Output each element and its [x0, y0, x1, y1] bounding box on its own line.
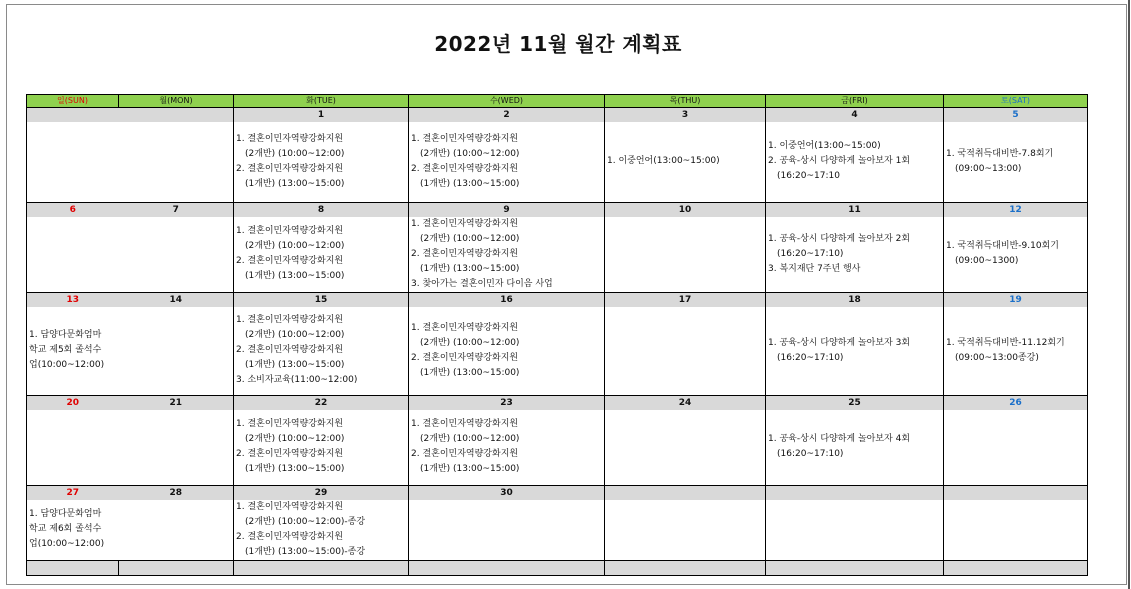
date-number-fri [766, 485, 944, 500]
event-line: 학교 제5회 졸석수 [29, 345, 102, 356]
event-line: 1. 결혼이민자역량강화지원 [411, 218, 519, 229]
event-line: 1. 결혼이민자역량강화지원 [236, 226, 344, 236]
date-number-mon [119, 108, 234, 123]
event-line: 2. 결혼이민자역량강화지원 [411, 248, 519, 259]
event-line: 1. 이중언어(13:00~15:00) [768, 141, 881, 152]
date-number-tue: 1 [234, 108, 409, 123]
weekday-header-row [27, 95, 1088, 108]
event-line: 2. 결혼이민자역량강화지원 [236, 345, 344, 356]
date-number-sat [944, 485, 1088, 500]
event-line: (16:20~17:10 [777, 171, 840, 182]
event-line: 1. 결혼이민자역량강화지원 [236, 501, 344, 512]
footer-cell [605, 560, 766, 575]
event-line: (1개반) (13:00~15:00) [245, 360, 345, 371]
event-line: 3. 찾아가는 결혼이민자 다이음 사업 [411, 278, 553, 289]
footer-cell [27, 560, 119, 575]
footer-row [27, 560, 1088, 575]
event-line: 1. 공육-상시 다양하게 놀아보자 3회 [768, 337, 911, 348]
event-line: 1. 공육-상시 다양하게 놀아보자 2회 [768, 233, 911, 244]
event-cell-mon [119, 217, 234, 293]
event-cell-sat [944, 217, 1088, 293]
events-row [27, 307, 1088, 396]
event-line: 1. 결혼이민자역량강화지원 [236, 315, 344, 326]
date-number-wed: 23 [409, 396, 605, 411]
event-cell-mon [119, 410, 234, 485]
date-number-thu: 24 [605, 396, 766, 411]
date-number-sat: 5 [944, 108, 1088, 123]
event-line: (2개반) (10:00~12:00) [420, 148, 520, 159]
weekday-sat: 토(SAT) [944, 95, 1088, 108]
event-cell-tue [234, 410, 409, 485]
event-line: 1. 결혼이민자역량강화지원 [411, 419, 519, 430]
event-cell-fri [766, 500, 944, 561]
calendar-body [27, 95, 1088, 576]
date-number-wed: 2 [409, 108, 605, 123]
event-cell-fri [766, 410, 944, 485]
event-cell-wed [409, 410, 605, 485]
event-line: (16:20~17:10) [777, 449, 844, 460]
event-line: (2개반) (10:00~12:00) [245, 148, 345, 159]
event-line: (1개반) (13:00~15:00) [420, 464, 520, 475]
footer-cell [234, 560, 409, 575]
event-cell-thu [605, 500, 766, 561]
event-line: (1개반) (13:00~15:00)-종강 [245, 546, 366, 557]
event-line: (2개반) (10:00~12:00) [245, 241, 345, 251]
event-line: 1. 결혼이민자역량강화지원 [411, 322, 519, 333]
date-number-sun: 13 [27, 292, 119, 307]
footer-cell [119, 560, 234, 575]
weekday-mon: 월(MON) [119, 95, 234, 108]
event-cell-sat [944, 500, 1088, 561]
event-line: (1개반) (13:00~15:00) [245, 178, 345, 189]
event-cell-tue [234, 122, 409, 202]
event-line: 1. 담양다문화엄마 [29, 330, 102, 341]
date-number-sun: 27 [27, 485, 119, 500]
event-line: 2. 결혼이민자역량강화지원 [236, 531, 344, 542]
event-cell-mon [119, 307, 234, 396]
event-line: 2. 공육-상시 다양하게 놀아보자 1회 [768, 156, 911, 167]
date-number-fri: 18 [766, 292, 944, 307]
event-cell-tue [234, 307, 409, 396]
footer-cell [944, 560, 1088, 575]
events-row [27, 410, 1088, 485]
event-line: (1개반) (13:00~15:00) [420, 178, 520, 189]
event-cell-fri [766, 307, 944, 396]
event-line: 2. 결혼이민자역량강화지원 [236, 256, 344, 266]
event-line: 1. 담양다문화엄마 [29, 509, 102, 519]
date-number-sun [27, 108, 119, 123]
event-cell-wed [409, 307, 605, 396]
events-row [27, 500, 1088, 561]
date-number-thu: 10 [605, 202, 766, 217]
event-line: (1개반) (13:00~15:00) [420, 263, 520, 274]
event-cell-wed [409, 500, 605, 561]
date-number-tue: 8 [234, 202, 409, 217]
event-cell-sun [27, 410, 119, 485]
date-row [27, 292, 1088, 307]
event-line: (2개반) (10:00~12:00) [420, 337, 520, 348]
event-line: 2. 결혼이민자역량강화지원 [411, 163, 519, 174]
event-line: 업(10:00~12:00) [29, 360, 105, 371]
date-number-wed: 9 [409, 202, 605, 217]
event-cell-mon [119, 122, 234, 202]
weekday-fri: 금(FRI) [766, 95, 944, 108]
date-row [27, 485, 1088, 500]
event-line: 3. 복지재단 7주년 행사 [768, 263, 861, 274]
event-line: 1. 국적취득대비반-11.12회기 [946, 337, 1065, 348]
date-number-fri: 4 [766, 108, 944, 123]
event-line: 1. 국적취득대비반-7.8회기 [946, 148, 1054, 159]
event-cell-thu [605, 307, 766, 396]
event-line: 1. 이중언어(13:00~15:00) [607, 156, 720, 167]
event-cell-sun [27, 500, 119, 561]
event-cell-fri [766, 122, 944, 202]
date-number-fri: 11 [766, 202, 944, 217]
event-cell-sat [944, 122, 1088, 202]
weekday-thu: 목(THU) [605, 95, 766, 108]
event-line: 1. 공육-상시 다양하게 놀아보자 4회 [768, 434, 911, 445]
date-row [27, 108, 1088, 123]
date-number-sat: 19 [944, 292, 1088, 307]
event-cell-wed [409, 122, 605, 202]
event-line: (2개반) (10:00~12:00) [420, 434, 520, 445]
event-line: (2개반) (10:00~12:00) [420, 233, 520, 244]
date-number-wed: 16 [409, 292, 605, 307]
date-number-tue: 15 [234, 292, 409, 307]
page-title: 2022년 11월 월간 계획표 [434, 32, 682, 56]
footer-cell [409, 560, 605, 575]
footer-cell [766, 560, 944, 575]
weekday-sun: 일(SUN) [27, 95, 119, 108]
date-number-sun: 20 [27, 396, 119, 411]
events-row [27, 217, 1088, 293]
date-number-thu: 17 [605, 292, 766, 307]
date-number-sun: 6 [27, 202, 119, 217]
event-cell-fri [766, 217, 944, 293]
event-cell-wed [409, 217, 605, 293]
event-line: 1. 국적취득대비반-9.10회기 [946, 241, 1059, 251]
date-number-mon: 28 [119, 485, 234, 500]
event-cell-sun [27, 122, 119, 202]
date-number-fri: 25 [766, 396, 944, 411]
date-number-tue: 22 [234, 396, 409, 411]
date-number-mon: 14 [119, 292, 234, 307]
date-number-thu [605, 485, 766, 500]
event-cell-mon [119, 500, 234, 561]
event-line: 1. 결혼이민자역량강화지원 [236, 419, 344, 430]
date-number-mon: 7 [119, 202, 234, 217]
event-cell-thu [605, 122, 766, 202]
event-cell-thu [605, 410, 766, 485]
event-line: (16:20~17:10) [777, 352, 844, 363]
event-cell-sun [27, 307, 119, 396]
event-line: 3. 소비자교육(11:00~12:00) [236, 375, 358, 386]
event-cell-tue [234, 217, 409, 293]
event-line: 학교 제6회 졸석수 [29, 524, 102, 534]
date-row [27, 396, 1088, 411]
window-edge [1128, 0, 1130, 589]
date-row [27, 202, 1088, 217]
event-line: (1개반) (13:00~15:00) [245, 464, 345, 475]
event-cell-sun [27, 217, 119, 293]
events-row [27, 122, 1088, 202]
event-line: (09:00~13:00) [955, 163, 1022, 174]
date-number-tue: 29 [234, 485, 409, 500]
calendar-table [26, 94, 1088, 576]
event-line: 1. 결혼이민자역량강화지원 [236, 133, 344, 144]
date-number-mon: 21 [119, 396, 234, 411]
event-cell-sat [944, 410, 1088, 485]
event-line: 2. 결혼이민자역량강화지원 [236, 449, 344, 460]
event-line: 2. 결혼이민자역량강화지원 [236, 163, 344, 174]
event-line: (09:00~1300) [955, 256, 1019, 266]
event-line: (2개반) (10:00~12:00) [245, 330, 345, 341]
date-number-sat: 12 [944, 202, 1088, 217]
event-line: (1개반) (13:00~15:00) [420, 367, 520, 378]
event-line: 2. 결혼이민자역량강화지원 [411, 352, 519, 363]
weekday-tue: 화(TUE) [234, 95, 409, 108]
event-line: (2개반) (10:00~12:00) [245, 434, 345, 445]
event-line: (2개반) (10:00~12:00)-종강 [245, 516, 366, 527]
event-cell-tue [234, 500, 409, 561]
date-number-wed: 30 [409, 485, 605, 500]
date-number-thu: 3 [605, 108, 766, 123]
event-line: (16:20~17:10) [777, 248, 844, 259]
event-line: (1개반) (13:00~15:00) [245, 271, 345, 281]
date-number-sat: 26 [944, 396, 1088, 411]
event-line: 업(10:00~12:00) [29, 539, 105, 549]
event-cell-thu [605, 217, 766, 293]
event-line: (09:00~13:00종강) [955, 352, 1039, 363]
weekday-wed: 수(WED) [409, 95, 605, 108]
event-line: 2. 결혼이민자역량강화지원 [411, 449, 519, 460]
event-line: 1. 결혼이민자역량강화지원 [411, 133, 519, 144]
event-cell-sat [944, 307, 1088, 396]
